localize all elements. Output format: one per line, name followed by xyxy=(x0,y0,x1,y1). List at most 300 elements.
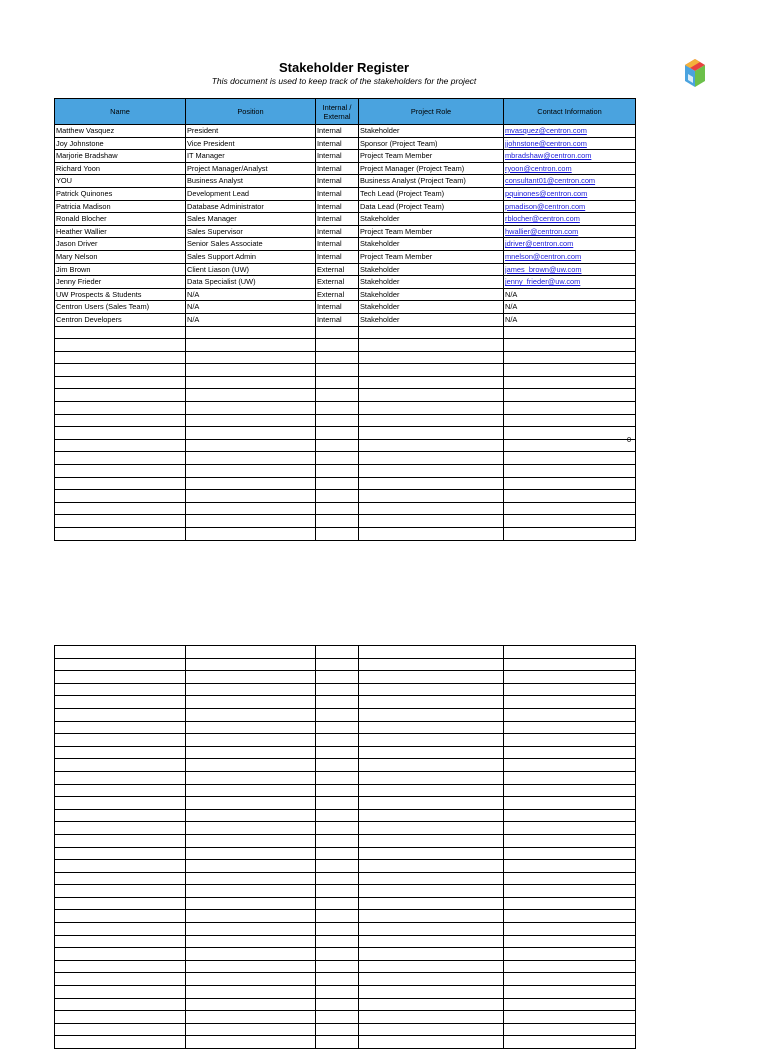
role-cell: Stakeholder xyxy=(359,125,504,138)
column-header-project-role: Project Role xyxy=(359,99,504,125)
position-cell: Project Manager/Analyst xyxy=(186,162,316,175)
table-header-row xyxy=(55,99,636,125)
type-cell: Internal xyxy=(316,125,359,138)
position-cell: Database Administrator xyxy=(186,200,316,213)
empty-table-row xyxy=(55,658,636,671)
empty-cell xyxy=(186,502,316,515)
empty-table-row xyxy=(55,708,636,721)
name-cell: UW Prospects & Students xyxy=(55,288,186,301)
table-row xyxy=(55,288,636,301)
empty-table-row xyxy=(55,1011,636,1024)
empty-cell xyxy=(504,376,636,389)
empty-cell xyxy=(359,897,504,910)
empty-cell xyxy=(504,809,636,822)
table-row xyxy=(55,213,636,226)
table-row xyxy=(55,238,636,251)
empty-cell xyxy=(55,847,186,860)
empty-cell xyxy=(55,502,186,515)
empty-cell xyxy=(504,771,636,784)
role-cell: Project Team Member xyxy=(359,225,504,238)
email-link[interactable]: jenny_frieder@uw.com xyxy=(505,277,581,287)
empty-cell xyxy=(316,822,359,835)
empty-cell xyxy=(55,1023,186,1036)
empty-cell xyxy=(55,364,186,377)
empty-table-row xyxy=(55,477,636,490)
empty-cell xyxy=(359,646,504,659)
empty-cell xyxy=(186,646,316,659)
empty-cell xyxy=(186,696,316,709)
empty-cell xyxy=(359,822,504,835)
empty-cell xyxy=(359,683,504,696)
empty-cell xyxy=(504,477,636,490)
empty-cell xyxy=(186,1036,316,1049)
role-cell: Stakeholder xyxy=(359,238,504,251)
empty-cell xyxy=(186,515,316,528)
role-cell: Stakeholder xyxy=(359,288,504,301)
empty-cell xyxy=(359,376,504,389)
table-row xyxy=(55,276,636,289)
empty-cell xyxy=(359,339,504,352)
empty-table-row xyxy=(55,452,636,465)
empty-table-row xyxy=(55,528,636,541)
empty-cell xyxy=(316,986,359,999)
empty-table-row xyxy=(55,897,636,910)
empty-table-row xyxy=(55,402,636,415)
empty-cell xyxy=(359,502,504,515)
name-cell: Matthew Vasquez xyxy=(55,125,186,138)
empty-cell xyxy=(55,528,186,541)
email-link[interactable]: james_brown@uw.com xyxy=(505,264,582,274)
empty-cell xyxy=(359,414,504,427)
empty-table-row xyxy=(55,872,636,885)
empty-cell xyxy=(504,860,636,873)
table-row xyxy=(55,313,636,326)
empty-cell xyxy=(359,452,504,465)
empty-cell xyxy=(316,809,359,822)
empty-cell xyxy=(55,515,186,528)
name-cell: Heather Wallier xyxy=(55,225,186,238)
empty-cell xyxy=(55,872,186,885)
role-cell: Project Team Member xyxy=(359,150,504,163)
empty-cell xyxy=(316,502,359,515)
position-cell: Senior Sales Associate xyxy=(186,238,316,251)
empty-cell xyxy=(316,797,359,810)
empty-table-row xyxy=(55,822,636,835)
empty-cell xyxy=(359,746,504,759)
empty-cell xyxy=(316,683,359,696)
empty-cell xyxy=(55,439,186,452)
empty-table-row xyxy=(55,759,636,772)
empty-cell xyxy=(359,872,504,885)
empty-cell xyxy=(55,1036,186,1049)
empty-cell xyxy=(55,683,186,696)
type-cell: Internal xyxy=(316,213,359,226)
empty-cell xyxy=(316,948,359,961)
email-link[interactable]: mnelson@centron.com xyxy=(505,251,582,261)
empty-cell xyxy=(55,414,186,427)
role-cell: Tech Lead (Project Team) xyxy=(359,187,504,200)
position-cell: IT Manager xyxy=(186,150,316,163)
empty-table-row xyxy=(55,834,636,847)
name-cell: Centron Users (Sales Team) xyxy=(55,301,186,314)
empty-table-row xyxy=(55,797,636,810)
name-cell: Jason Driver xyxy=(55,238,186,251)
empty-cell xyxy=(316,1011,359,1024)
stakeholder-table xyxy=(54,98,636,541)
empty-cell xyxy=(186,948,316,961)
empty-cell xyxy=(186,364,316,377)
empty-cell xyxy=(186,1023,316,1036)
empty-cell xyxy=(55,465,186,478)
empty-cell xyxy=(504,708,636,721)
empty-cell xyxy=(55,910,186,923)
empty-cell xyxy=(316,860,359,873)
name-cell: Richard Yoon xyxy=(55,162,186,175)
type-cell: Internal xyxy=(316,301,359,314)
email-link[interactable]: pmadison@centron.com xyxy=(505,201,586,211)
role-cell: Project Team Member xyxy=(359,250,504,263)
empty-cell xyxy=(186,973,316,986)
empty-cell xyxy=(186,721,316,734)
empty-cell xyxy=(504,973,636,986)
empty-cell xyxy=(504,339,636,352)
table-row xyxy=(55,301,636,314)
empty-table-row xyxy=(55,771,636,784)
empty-cell xyxy=(504,646,636,659)
name-cell: YOU xyxy=(55,175,186,188)
email-link[interactable]: mbradshaw@centron.com xyxy=(505,151,592,161)
empty-cell xyxy=(55,490,186,503)
empty-table-row xyxy=(55,696,636,709)
empty-cell xyxy=(359,427,504,440)
page-title: Stakeholder Register xyxy=(278,60,410,75)
email-link[interactable]: jjohnstone@centron.com xyxy=(505,138,587,148)
name-cell: Mary Nelson xyxy=(55,250,186,263)
empty-cell xyxy=(55,935,186,948)
empty-cell xyxy=(504,452,636,465)
empty-table-row xyxy=(55,721,636,734)
empty-cell xyxy=(55,339,186,352)
empty-cell xyxy=(186,897,316,910)
empty-table-row xyxy=(55,998,636,1011)
email-link[interactable]: ryoon@centron.com xyxy=(505,163,572,173)
contact-cell: N/A xyxy=(504,313,636,326)
empty-cell xyxy=(186,465,316,478)
empty-cell xyxy=(359,326,504,339)
type-cell: Internal xyxy=(316,225,359,238)
email-link[interactable]: jdriver@centron.com xyxy=(505,239,574,249)
type-cell: Internal xyxy=(316,187,359,200)
column-header-position: Position xyxy=(186,99,316,125)
type-cell: Internal xyxy=(316,238,359,251)
empty-cell xyxy=(55,797,186,810)
empty-cell xyxy=(359,528,504,541)
empty-cell xyxy=(186,734,316,747)
position-cell: N/A xyxy=(186,313,316,326)
empty-cell xyxy=(55,658,186,671)
empty-cell xyxy=(359,797,504,810)
empty-cell xyxy=(359,515,504,528)
empty-cell xyxy=(186,784,316,797)
contact-cell xyxy=(504,213,636,226)
empty-cell xyxy=(316,427,359,440)
position-cell: President xyxy=(186,125,316,138)
empty-cell xyxy=(359,402,504,415)
empty-cell xyxy=(316,834,359,847)
empty-cell xyxy=(359,910,504,923)
contact-cell xyxy=(504,238,636,251)
empty-cell xyxy=(504,797,636,810)
empty-cell xyxy=(359,1036,504,1049)
empty-cell xyxy=(316,339,359,352)
empty-cell xyxy=(186,872,316,885)
empty-cell xyxy=(186,860,316,873)
empty-table-row xyxy=(55,414,636,427)
empty-cell xyxy=(359,860,504,873)
empty-cell xyxy=(504,528,636,541)
empty-table-row xyxy=(55,1023,636,1036)
empty-table-row xyxy=(55,784,636,797)
empty-cell xyxy=(359,490,504,503)
empty-table-row xyxy=(55,885,636,898)
empty-cell xyxy=(359,658,504,671)
empty-cell xyxy=(55,897,186,910)
empty-cell xyxy=(186,452,316,465)
empty-cell xyxy=(359,986,504,999)
empty-cell xyxy=(504,872,636,885)
empty-cell xyxy=(316,671,359,684)
empty-cell xyxy=(359,439,504,452)
empty-cell xyxy=(316,734,359,747)
empty-cell xyxy=(186,708,316,721)
empty-table-row xyxy=(55,376,636,389)
name-cell: Patricia Madison xyxy=(55,200,186,213)
position-cell: Development Lead xyxy=(186,187,316,200)
empty-cell xyxy=(359,1011,504,1024)
contact-cell xyxy=(504,162,636,175)
empty-cell xyxy=(55,696,186,709)
column-header-internal-external: Internal / External xyxy=(316,99,359,125)
empty-cell xyxy=(316,696,359,709)
empty-cell xyxy=(359,771,504,784)
table-row xyxy=(55,150,636,163)
empty-cell xyxy=(359,847,504,860)
empty-table-row xyxy=(55,847,636,860)
page-subtitle: This document is used to keep track of the stakeholders for the project xyxy=(211,76,477,86)
empty-cell xyxy=(316,872,359,885)
position-cell: N/A xyxy=(186,288,316,301)
empty-cell xyxy=(316,1036,359,1049)
empty-cell xyxy=(359,923,504,936)
contact-cell xyxy=(504,200,636,213)
position-cell: Business Analyst xyxy=(186,175,316,188)
empty-cell xyxy=(504,784,636,797)
empty-cell xyxy=(186,885,316,898)
empty-table-row xyxy=(55,515,636,528)
empty-table-row xyxy=(55,935,636,948)
empty-cell xyxy=(359,784,504,797)
empty-cell xyxy=(316,477,359,490)
email-link[interactable]: rblocher@centron.com xyxy=(505,214,580,224)
empty-cell xyxy=(504,986,636,999)
empty-cell xyxy=(504,326,636,339)
table-row xyxy=(55,225,636,238)
position-cell: Client Liason (UW) xyxy=(186,263,316,276)
empty-cell xyxy=(316,528,359,541)
empty-cell xyxy=(186,439,316,452)
cube-logo-icon xyxy=(683,57,707,91)
stray-cell-value: 0 xyxy=(627,435,632,444)
empty-cell xyxy=(186,1011,316,1024)
type-cell: Internal xyxy=(316,175,359,188)
contact-cell xyxy=(504,150,636,163)
empty-cell xyxy=(186,427,316,440)
empty-cell xyxy=(504,923,636,936)
empty-cell xyxy=(316,389,359,402)
empty-cell xyxy=(186,528,316,541)
empty-cell xyxy=(359,948,504,961)
empty-cell xyxy=(55,784,186,797)
empty-cell xyxy=(55,721,186,734)
contact-cell xyxy=(504,263,636,276)
empty-cell xyxy=(359,671,504,684)
empty-table-row xyxy=(55,948,636,961)
empty-cell xyxy=(316,658,359,671)
empty-cell xyxy=(504,696,636,709)
empty-cell xyxy=(359,364,504,377)
empty-cell xyxy=(316,960,359,973)
role-cell: Project Manager (Project Team) xyxy=(359,162,504,175)
empty-cell xyxy=(186,986,316,999)
empty-table-row xyxy=(55,364,636,377)
empty-cell xyxy=(359,960,504,973)
empty-cell xyxy=(316,923,359,936)
empty-cell xyxy=(186,822,316,835)
role-cell: Stakeholder xyxy=(359,213,504,226)
empty-table-row xyxy=(55,746,636,759)
empty-cell xyxy=(504,1036,636,1049)
type-cell: Internal xyxy=(316,250,359,263)
name-cell: Joy Johnstone xyxy=(55,137,186,150)
empty-table-row xyxy=(55,923,636,936)
empty-cell xyxy=(504,351,636,364)
contact-cell xyxy=(504,187,636,200)
empty-cell xyxy=(186,490,316,503)
empty-cell xyxy=(186,960,316,973)
type-cell: Internal xyxy=(316,137,359,150)
empty-cell xyxy=(504,721,636,734)
empty-cell xyxy=(316,351,359,364)
empty-cell xyxy=(359,759,504,772)
empty-cell xyxy=(55,923,186,936)
contact-cell xyxy=(504,250,636,263)
empty-cell xyxy=(316,646,359,659)
empty-cell xyxy=(316,847,359,860)
empty-cell xyxy=(359,1023,504,1036)
empty-cell xyxy=(55,809,186,822)
empty-cell xyxy=(55,671,186,684)
empty-cell xyxy=(55,860,186,873)
empty-cell xyxy=(316,414,359,427)
empty-cell xyxy=(55,771,186,784)
contact-cell xyxy=(504,225,636,238)
table-row xyxy=(55,137,636,150)
email-link[interactable]: pquinones@centron.com xyxy=(505,188,588,198)
empty-cell xyxy=(186,923,316,936)
type-cell: External xyxy=(316,288,359,301)
empty-cell xyxy=(186,326,316,339)
empty-table-row xyxy=(55,1036,636,1049)
contact-cell: N/A xyxy=(504,301,636,314)
empty-cell xyxy=(316,364,359,377)
empty-cell xyxy=(55,986,186,999)
empty-cell xyxy=(55,822,186,835)
empty-cell xyxy=(316,1023,359,1036)
empty-cell xyxy=(504,490,636,503)
empty-table-row xyxy=(55,439,636,452)
empty-cell xyxy=(504,897,636,910)
empty-cell xyxy=(55,477,186,490)
empty-cell xyxy=(55,834,186,847)
position-cell: Vice President xyxy=(186,137,316,150)
empty-cell xyxy=(316,998,359,1011)
empty-cell xyxy=(359,973,504,986)
role-cell: Sponsor (Project Team) xyxy=(359,137,504,150)
empty-cell xyxy=(55,960,186,973)
role-cell: Stakeholder xyxy=(359,313,504,326)
table-row xyxy=(55,250,636,263)
empty-cell xyxy=(316,515,359,528)
empty-cell xyxy=(55,389,186,402)
type-cell: External xyxy=(316,263,359,276)
empty-table-row xyxy=(55,986,636,999)
empty-cell xyxy=(55,326,186,339)
email-link[interactable]: mvasquez@centron.com xyxy=(505,126,587,135)
empty-cell xyxy=(504,389,636,402)
empty-cell xyxy=(55,885,186,898)
empty-table-row xyxy=(55,809,636,822)
empty-cell xyxy=(186,389,316,402)
empty-cell xyxy=(504,364,636,377)
empty-table-row xyxy=(55,389,636,402)
empty-table-row xyxy=(55,465,636,478)
position-cell: Data Specialist (UW) xyxy=(186,276,316,289)
name-cell: Jim Brown xyxy=(55,263,186,276)
empty-cell xyxy=(316,935,359,948)
empty-cell xyxy=(504,759,636,772)
table-row xyxy=(55,125,636,138)
email-link[interactable]: hwallier@centron.com xyxy=(505,226,579,236)
empty-cell xyxy=(186,339,316,352)
empty-table-row xyxy=(55,671,636,684)
empty-cell xyxy=(186,847,316,860)
empty-cell xyxy=(359,708,504,721)
empty-cell xyxy=(504,746,636,759)
empty-cell xyxy=(316,973,359,986)
contact-cell: N/A xyxy=(504,288,636,301)
empty-table-row xyxy=(55,339,636,352)
empty-cell xyxy=(186,910,316,923)
empty-cell xyxy=(186,834,316,847)
empty-cell xyxy=(55,427,186,440)
email-link[interactable]: consultant01@centron.com xyxy=(505,176,596,186)
type-cell: Internal xyxy=(316,313,359,326)
empty-cell xyxy=(186,376,316,389)
name-cell: Patrick Quinones xyxy=(55,187,186,200)
column-header-contact-information: Contact Information xyxy=(504,99,636,125)
empty-table-row xyxy=(55,427,636,440)
empty-cell xyxy=(504,847,636,860)
